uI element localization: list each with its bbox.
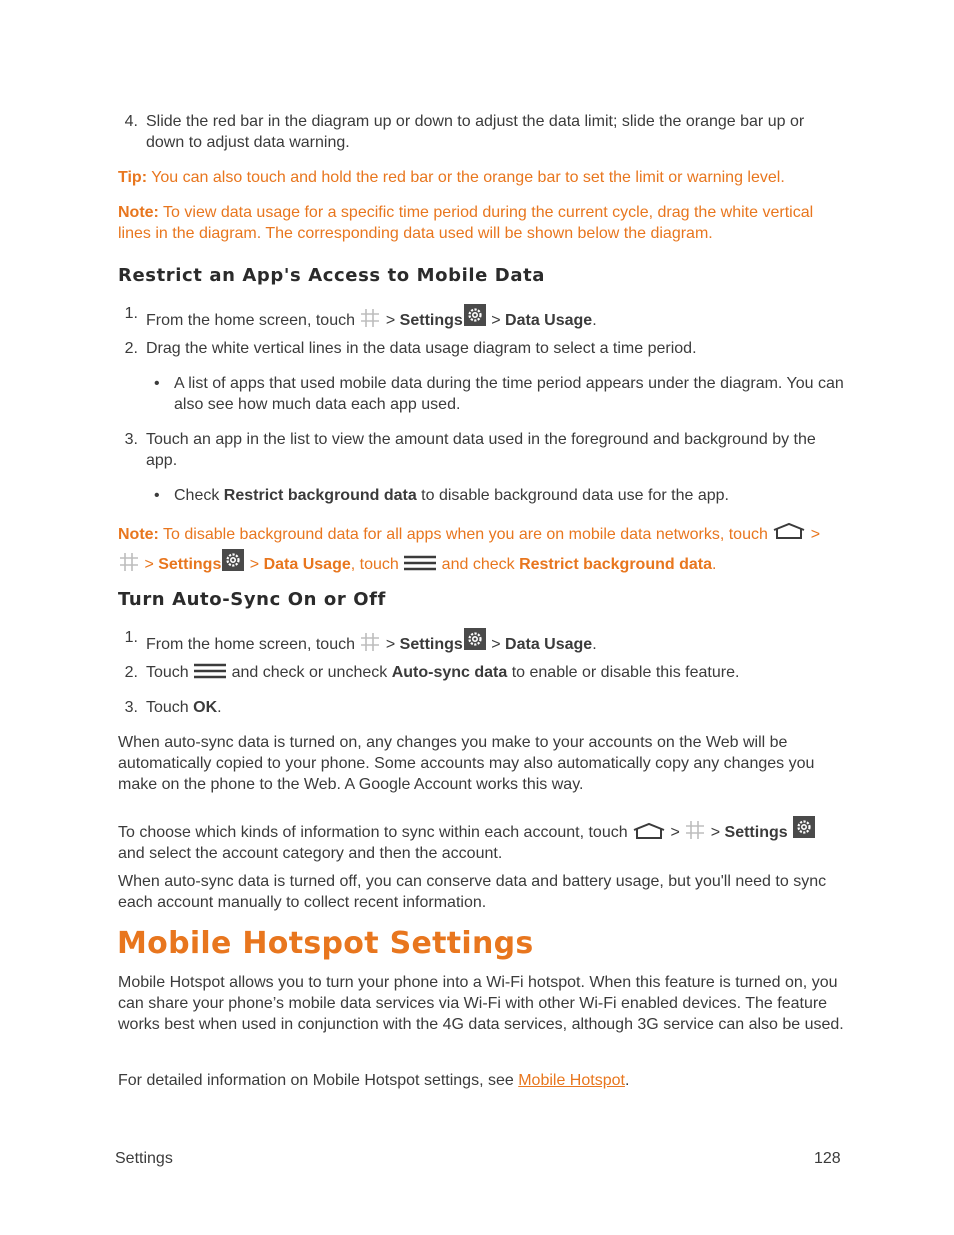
restrict-note-paragraph xyxy=(118,522,844,578)
step-text xyxy=(146,627,846,655)
note-text: and check xyxy=(437,556,520,573)
step-text-pre: From the home screen, touch xyxy=(146,636,360,653)
step-number: 3. xyxy=(124,699,138,716)
section-heading-auto-sync: Turn Auto-Sync On or Off xyxy=(118,589,386,610)
separator: > xyxy=(381,312,400,329)
page-heading-mobile-hotspot: Mobile Hotspot Settings xyxy=(117,926,534,961)
step-text-pre: Touch xyxy=(146,664,194,681)
step-number: 4. xyxy=(124,113,138,130)
separator: > xyxy=(706,824,725,841)
restrict-background-data-label: Restrict background data xyxy=(223,487,417,504)
settings-gear-icon xyxy=(463,303,487,327)
period: . xyxy=(217,699,222,716)
step-text: Touch an app in the list to view the amount data used in the foreground and background by the app. xyxy=(146,431,816,469)
apps-grid-icon xyxy=(684,820,706,840)
paragraph-text: To choose which kinds of information to sync within each account, touch xyxy=(118,824,633,841)
apps-grid-icon xyxy=(118,552,140,572)
step-number: 3. xyxy=(124,431,138,448)
paragraph-text: For detailed information on Mobile Hotspot settings, see xyxy=(118,1072,519,1089)
section-heading-restrict: Restrict an App's Access to Mobile Data xyxy=(118,265,546,286)
separator: > xyxy=(140,556,159,573)
settings-gear-icon xyxy=(221,548,245,572)
step-text xyxy=(146,303,846,331)
step-text xyxy=(146,662,846,683)
footer-page-number: 128 xyxy=(814,1150,841,1167)
ok-label: OK xyxy=(193,699,218,716)
home-icon xyxy=(632,822,666,840)
data-usage-label: Data Usage xyxy=(505,636,593,653)
period: . xyxy=(712,556,717,573)
bullet-dot: • xyxy=(154,375,160,392)
hotspot-paragraph-2 xyxy=(118,1070,844,1091)
settings-gear-icon xyxy=(792,815,816,839)
note-text: , touch xyxy=(350,556,404,573)
step-text-post: to enable or disable this feature. xyxy=(507,664,740,681)
mobile-hotspot-link[interactable]: Mobile Hotspot xyxy=(518,1072,625,1089)
separator: > xyxy=(486,312,506,329)
step-text: Drag the white vertical lines in the data usage diagram to select a time period. xyxy=(146,340,697,357)
apps-grid-icon xyxy=(359,308,381,328)
step-number: 2. xyxy=(124,340,138,357)
data-usage-label: Data Usage xyxy=(263,556,351,573)
settings-label: Settings xyxy=(158,556,222,573)
tip-label: Tip: xyxy=(118,169,148,186)
step-text-pre: Touch xyxy=(146,699,194,716)
home-icon xyxy=(772,522,806,540)
tip-paragraph xyxy=(118,167,844,188)
apps-grid-icon xyxy=(359,632,381,652)
step-text-pre: From the home screen, touch xyxy=(146,312,360,329)
hotspot-paragraph-1: Mobile Hotspot allows you to turn your phone into a Wi-Fi hotspot. When this feature is turned on, you can share your phone’s mobile data services via Wi-Fi with other Wi-Fi enabled devices. The feature works best when used in conjunction with the 4G data services, although 3G service can also be used. xyxy=(118,974,844,1033)
bullet-text: A list of apps that used mobile data during the time period appears under the diagram. You can also see how much data each app used. xyxy=(174,375,844,413)
restrict-background-data-label: Restrict background data xyxy=(519,556,712,573)
separator: > xyxy=(806,526,821,543)
menu-icon xyxy=(403,555,437,571)
settings-label: Settings xyxy=(724,824,788,841)
settings-label: Settings xyxy=(399,636,463,653)
bullet-text-pre: Check xyxy=(174,487,224,504)
step-text-mid: and check or uncheck xyxy=(227,664,392,681)
note-text: To disable background data for all apps when you are on mobile data networks, touch xyxy=(158,526,773,543)
separator: > xyxy=(245,556,264,573)
note-label: Note: xyxy=(118,526,159,543)
settings-gear-icon xyxy=(463,627,487,651)
sync-paragraph-1: When auto-sync data is turned on, any changes you make to your accounts on the Web will be automatically copied to your phone. Some accounts may also automatically copy any changes you make on the phone to the Web. A Google Account works this way. xyxy=(118,734,815,793)
settings-label: Settings xyxy=(399,312,463,329)
auto-sync-data-label: Auto-sync data xyxy=(391,664,508,681)
sync-paragraph-3: When auto-sync data is turned off, you can conserve data and battery usage, but you'll need to sync each account manually to collect recent information. xyxy=(118,873,827,911)
note-label: Note: xyxy=(118,204,159,221)
bullet-text-post: to disable background data use for the app. xyxy=(416,487,729,504)
data-usage-label: Data Usage xyxy=(505,312,593,329)
menu-icon xyxy=(193,663,227,679)
step-number: 1. xyxy=(124,305,138,322)
note-text: To view data usage for a specific time period during the current cycle, drag the white vertical lines in the diagram. The corresponding data used will be shown below the diagram. xyxy=(118,204,814,242)
bullet-dot: • xyxy=(154,487,160,504)
bullet-text xyxy=(174,485,844,506)
separator: > xyxy=(486,636,506,653)
period: . xyxy=(592,312,597,329)
note-paragraph xyxy=(118,202,844,244)
tip-text: You can also touch and hold the red bar or the orange bar to set the limit or warning level. xyxy=(147,169,785,186)
step-text: Slide the red bar in the diagram up or down to adjust the data limit; slide the orange bar up or down to adjust data warning. xyxy=(146,113,805,151)
step-text xyxy=(146,697,846,718)
period: . xyxy=(592,636,597,653)
paragraph-text: and select the account category and then the account. xyxy=(118,845,503,862)
step-number: 2. xyxy=(124,664,138,681)
period: . xyxy=(624,1072,630,1089)
separator: > xyxy=(381,636,400,653)
sync-paragraph-2 xyxy=(118,815,844,864)
step-number: 1. xyxy=(124,629,138,646)
footer-section-name: Settings xyxy=(115,1150,173,1167)
separator: > xyxy=(666,824,685,841)
